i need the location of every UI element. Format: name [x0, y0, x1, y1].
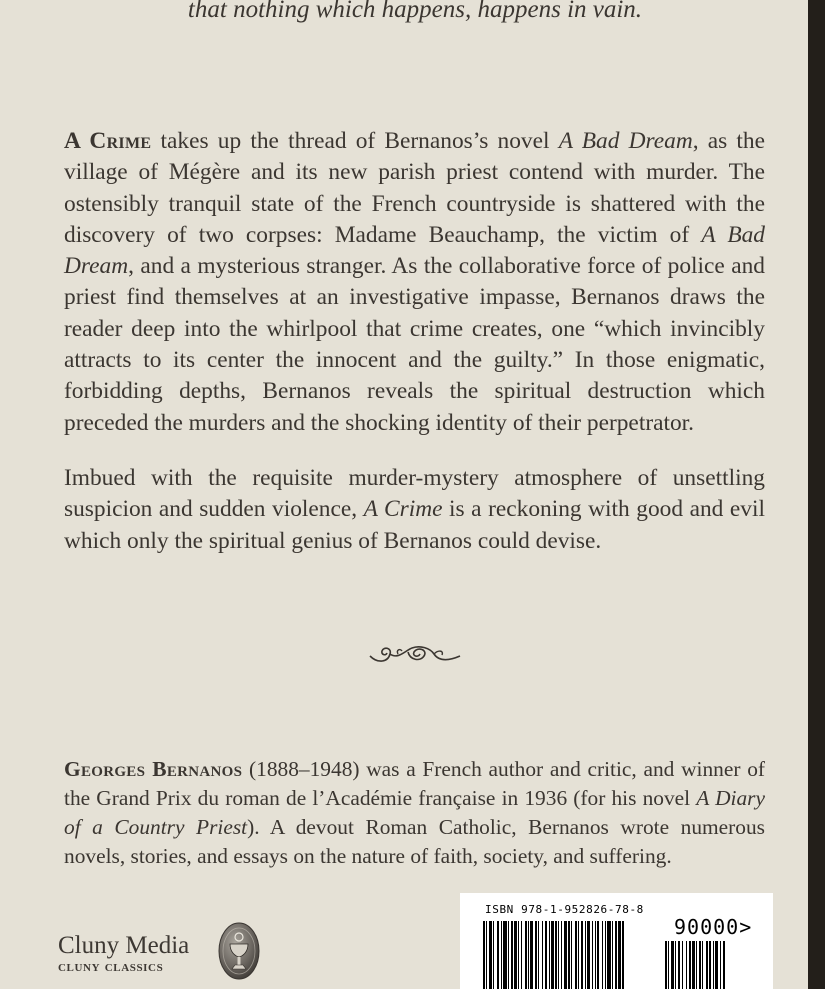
barcode-bar — [665, 941, 667, 989]
description-paragraph-1 — [64, 126, 765, 439]
barcode-bar — [671, 941, 674, 989]
barcode-bar — [720, 941, 721, 989]
barcode-bar — [501, 921, 502, 989]
barcode-bar — [545, 921, 547, 989]
barcode-bar — [489, 921, 492, 989]
bio-text: (1888–1948) was a French author and critic, and winner of the Grand Prix du roman de l’Académie française in 1936 (for his novel — [64, 757, 766, 810]
barcode-bar — [723, 941, 725, 989]
barcode-bar — [597, 921, 599, 989]
barcode-bar — [571, 921, 572, 989]
barcode-bars-icon — [483, 921, 655, 989]
barcode-bar — [503, 921, 507, 989]
publisher-name: Cluny Media — [58, 932, 190, 959]
barcode-bar — [518, 921, 519, 989]
barcode-bar — [595, 921, 596, 989]
barcode-bar — [713, 941, 714, 989]
barcode-bar — [483, 921, 485, 989]
barcode-bar — [702, 941, 703, 989]
barcode-bar — [497, 921, 499, 989]
barcode-bar — [686, 941, 687, 989]
barcode-bar — [585, 921, 586, 989]
barcode-bar — [568, 921, 570, 989]
barcode-bar — [578, 921, 579, 989]
chalice-emblem-icon — [218, 922, 260, 980]
barcode-bar — [511, 921, 513, 989]
barcode-bar — [715, 941, 718, 989]
price-code: 90000> — [674, 915, 753, 939]
addon-barcode-bars-icon — [665, 941, 755, 989]
barcode-bar — [689, 941, 691, 989]
barcode-bar — [622, 921, 624, 989]
book-title-smallcaps: A Crime — [64, 128, 152, 154]
barcode-bar — [486, 921, 487, 989]
barcode-bar — [602, 921, 603, 989]
barcode-bar — [530, 921, 533, 989]
barcode-bar — [535, 921, 537, 989]
barcode-bar — [592, 921, 593, 989]
barcode-bar — [564, 921, 567, 989]
book-title-italic: A Crime — [363, 496, 443, 523]
barcode-bar — [549, 921, 550, 989]
bio-text: ). A devout Roman Catholic, Bernanos wrote numerous novels, stories, and essays on the nature of faith, society, and suffering. — [64, 815, 765, 868]
description-text: , as the village of Mégère and its new parish priest contend with murder. The ostensibly tranquil state of the French countryside is shattered with the discovery of two corpses: Madame Beauchamp, the victim of — [64, 128, 765, 248]
barcode-bar — [605, 921, 606, 989]
barcode-bar — [615, 921, 617, 989]
book-title-italic: A Bad Dream — [64, 221, 765, 280]
book-spine-edge — [808, 0, 825, 989]
barcode-bar — [555, 921, 557, 989]
barcode-bar — [618, 921, 621, 989]
barcode-bar — [607, 921, 611, 989]
barcode-bar — [675, 941, 676, 989]
publisher-logo-text — [58, 931, 189, 976]
barcode-bar — [587, 921, 590, 989]
barcode-bar — [709, 941, 711, 989]
author-name-smallcaps: Georges Bernanos — [64, 757, 243, 781]
barcode-bar — [581, 921, 583, 989]
barcode-bar — [678, 941, 680, 989]
description-text: takes up the thread of Bernanos’s novel — [151, 128, 559, 154]
barcode-bar — [682, 941, 683, 989]
isbn-barcode — [460, 893, 773, 989]
barcode-bar — [551, 921, 554, 989]
ornament-divider-icon — [368, 640, 462, 668]
description-text: is a reckoning with good and evil which only the spiritual genius of Bernanos could devise. — [64, 496, 765, 554]
barcode-bar — [692, 941, 695, 989]
description-text: Imbued with the requisite murder-mystery atmosphere of unsettling suspicion and sudden violence, — [64, 465, 765, 523]
epigraph-quote: that nothing which happens, happens in vain. — [187, 0, 643, 23]
author-bio — [64, 755, 765, 871]
description-paragraph-2 — [64, 463, 765, 557]
barcode-bar — [706, 941, 708, 989]
barcode-bar — [699, 941, 701, 989]
barcode-bar — [558, 921, 559, 989]
barcode-bar — [575, 921, 577, 989]
barcode-bar — [538, 921, 539, 989]
barcode-bar — [528, 921, 529, 989]
publisher-series: cluny classics — [58, 958, 164, 975]
barcode-bar — [493, 921, 494, 989]
barcode-bar — [542, 921, 543, 989]
description-text: , and a mysterious stranger. As the collaborative force of police and priest find themselves at an investigative impasse, Bernanos draws the reader deep into the whirlpool that crime creates, one “which invincibly attracts to its center the innocent and the guilty.” In those enigmatic, forbidding depths, Bernanos reveals the spiritual destruction which preceded the murders and the shocking identity of their perpetrator. — [64, 253, 765, 436]
book-title-italic: A Bad Dream — [558, 128, 693, 154]
barcode-bar — [696, 941, 697, 989]
barcode-bar — [521, 921, 522, 989]
book-title-italic: A Diary of a Country Priest — [64, 786, 765, 839]
isbn-number: ISBN 978-1-952826-78-8 — [485, 903, 644, 916]
barcode-bar — [525, 921, 527, 989]
barcode-bar — [612, 921, 613, 989]
barcode-bar — [508, 921, 509, 989]
barcode-bar — [514, 921, 517, 989]
barcode-bar — [561, 921, 562, 989]
barcode-bar — [668, 941, 669, 989]
